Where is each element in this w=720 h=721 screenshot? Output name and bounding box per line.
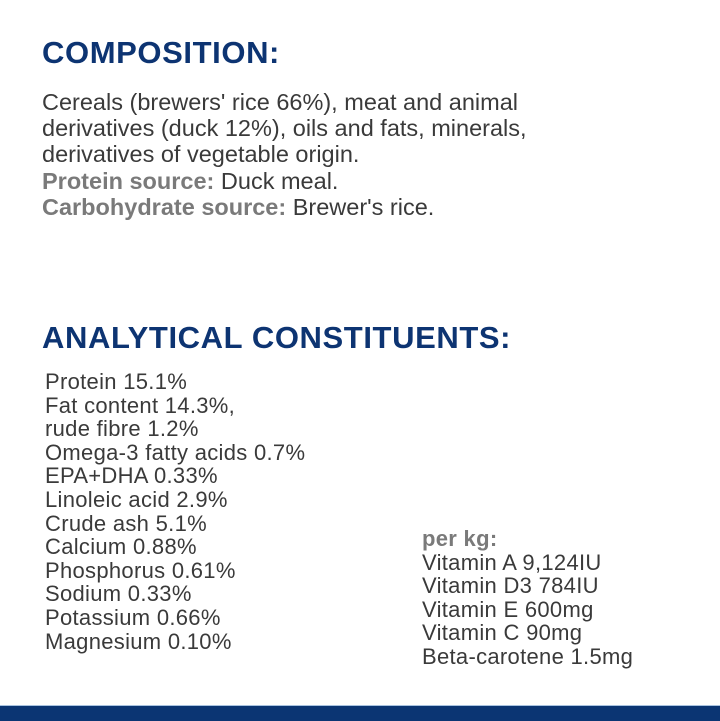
composition-line: Cereals (brewers' rice 66%), meat and animal	[42, 89, 518, 115]
carbohydrate-source-label: Carbohydrate source:	[42, 193, 287, 220]
list-item: Calcium 0.88%	[45, 534, 197, 560]
list-item: rude fibre 1.2%	[45, 416, 199, 442]
list-item: Potassium 0.66%	[45, 604, 221, 630]
list-item: Fat content 14.3%,	[45, 392, 236, 418]
carbohydrate-source-value: Brewer's rice.	[286, 193, 435, 220]
list-item: Omega-3 fatty acids 0.7%	[45, 439, 306, 465]
list-item: Beta-carotene 1.5mg	[422, 643, 634, 669]
per-kg-list	[422, 527, 633, 669]
protein-source	[42, 168, 712, 194]
footer-bar	[0, 705, 720, 721]
list-item: Linoleic acid 2.9%	[45, 486, 228, 512]
analytical-list	[45, 370, 305, 653]
list-item: Phosphorus 0.61%	[45, 557, 236, 583]
composition-line: derivatives (duck 12%), oils and fats, minerals,	[42, 115, 527, 142]
list-item: Vitamin D3 784IU	[422, 573, 599, 599]
composition-line: derivatives of vegetable origin.	[42, 141, 360, 168]
list-item: Protein 15.1%	[45, 369, 188, 394]
analytical-heading: ANALYTICAL CONSTITUENTS:	[42, 320, 512, 355]
list-item: Vitamin C 90mg	[422, 620, 583, 646]
list-item: Sodium 0.33%	[45, 581, 192, 607]
list-item: Vitamin A 9,124IU	[422, 549, 602, 575]
list-item: Crude ash 5.1%	[45, 510, 207, 536]
composition-text	[42, 89, 712, 220]
protein-source-label: Protein source:	[42, 167, 215, 194]
list-item: Magnesium 0.10%	[45, 628, 232, 654]
protein-source-value: Duck meal.	[214, 167, 339, 194]
carbohydrate-source	[42, 194, 712, 220]
per-kg-label: per kg:	[422, 526, 498, 551]
composition-heading: COMPOSITION:	[42, 35, 280, 70]
list-item: EPA+DHA 0.33%	[45, 463, 218, 489]
list-item: Vitamin E 600mg	[422, 596, 594, 622]
